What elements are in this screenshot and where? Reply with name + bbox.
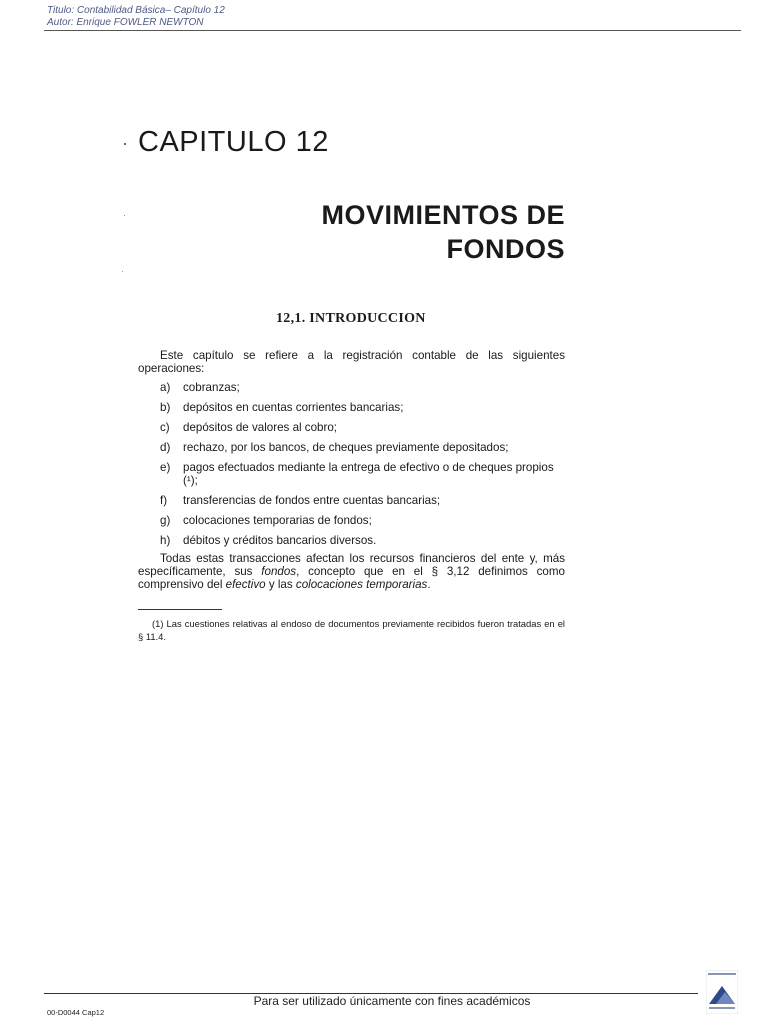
footnote — [138, 617, 565, 643]
list-item — [160, 421, 565, 434]
list-item-text: pagos efectuados mediante la entrega de efectivo o de cheques propios (¹); — [183, 461, 554, 487]
list-item — [160, 441, 565, 454]
scan-speck — [122, 271, 123, 272]
list-item-text: colocaciones temporarias de fondos; — [183, 514, 372, 527]
list-item — [160, 401, 565, 414]
operations-list — [160, 381, 565, 554]
closing-text: Todas estas transacciones afectan los recursos financieros del ente y, más específicamente, sus — [138, 552, 565, 578]
document-code: 00-D0044 Cap12 — [47, 1008, 105, 1017]
list-marker: d) — [160, 441, 171, 454]
header-divider — [44, 30, 741, 31]
chapter-heading: CAPITULO 12 — [138, 126, 329, 158]
scan-speck — [124, 215, 125, 216]
chapter-title-line2: FONDOS — [446, 234, 565, 264]
list-item — [160, 534, 565, 547]
emphasis-efectivo: efectivo — [225, 578, 266, 591]
document-header — [47, 5, 225, 29]
list-item — [160, 514, 565, 527]
list-item-text: transferencias de fondos entre cuentas bancarias; — [183, 494, 441, 507]
closing-text: y las — [265, 578, 296, 591]
list-item-text: depósitos en cuentas corrientes bancarias; — [183, 401, 404, 414]
list-item — [160, 494, 565, 507]
section-heading: 12,1. INTRODUCCION — [276, 311, 426, 326]
footnote-text: (1) Las cuestiones relativas al endoso de documentos previamente recibidos fueron tratadas en el § 11.4. — [138, 618, 565, 642]
intro-paragraph: Este capítulo se refiere a la registración contable de las siguientes operaciones: — [138, 349, 565, 375]
list-marker: f) — [160, 494, 168, 507]
footnote-divider — [138, 609, 222, 610]
list-marker: e) — [160, 461, 171, 474]
publisher-logo-icon — [706, 970, 738, 1014]
list-marker: c) — [160, 421, 170, 434]
emphasis-fondos: fondos — [261, 565, 297, 578]
scan-speck — [124, 143, 126, 145]
list-item — [160, 381, 565, 394]
closing-paragraph — [138, 552, 565, 591]
footer-notice: Para ser utilizado únicamente con fines académicos — [253, 994, 531, 1008]
list-item-text: cobranzas; — [183, 381, 240, 394]
emphasis-colocaciones: colocaciones temporarias — [295, 578, 428, 591]
chapter-title-line1: MOVIMIENTOS DE — [321, 200, 565, 230]
list-marker: a) — [160, 381, 171, 394]
closing-text: , concepto que en el § 3,12 definimos como comprensivo del — [138, 565, 565, 591]
list-marker: b) — [160, 401, 171, 414]
list-item-text: depósitos de valores al cobro; — [183, 421, 338, 434]
header-author: Autor: Enrique FOWLER NEWTON — [47, 17, 204, 28]
list-marker: g) — [160, 514, 171, 527]
header-title: Titulo: Contabilidad Básica– Capítulo 12 — [47, 5, 225, 16]
closing-text: . — [427, 578, 431, 591]
list-item-text: débitos y créditos bancarios diversos. — [183, 534, 377, 547]
list-marker: h) — [160, 534, 171, 547]
chapter-title — [321, 198, 565, 266]
list-item-text: rechazo, por los bancos, de cheques previamente depositados; — [183, 441, 509, 454]
list-item — [160, 461, 565, 487]
